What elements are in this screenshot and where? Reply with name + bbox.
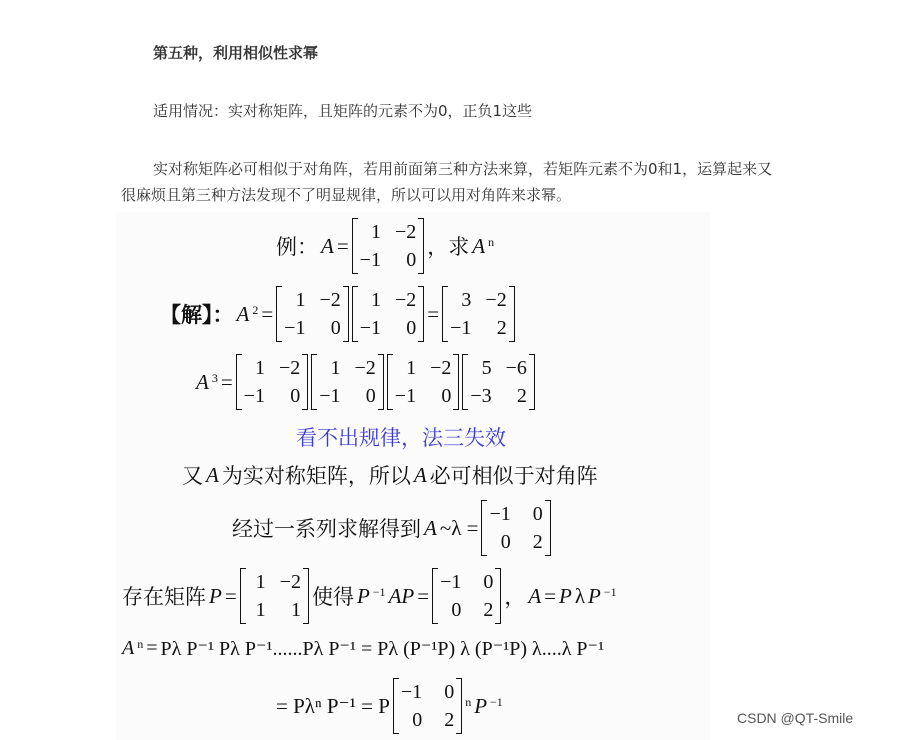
math-derivation-image — [116, 212, 710, 740]
solution-a2-line: 【解】： A $^2$ = 1 −2 −1 0 1 −2 −1 0 = 3 −2 −1 2 — [160, 286, 518, 342]
example-line: 例： A = 1 −2 −1 0 ，求 A $^n$ — [276, 218, 497, 274]
csdn-watermark: CSDN @QT-Smile — [737, 710, 854, 726]
solution-label: 【解】： — [160, 303, 234, 327]
example-label: 例： — [276, 235, 318, 259]
matrix-A2: 3 −2 −1 2 — [442, 286, 515, 342]
matrix-A-factor: 1 −2 −1 0 — [387, 354, 460, 410]
matrix-A-factor: 1 −2 −1 0 — [352, 286, 425, 342]
matrix-A3: 5 −6 −3 2 — [462, 354, 535, 410]
matrix-A: 1 −2 −1 0 — [352, 218, 425, 274]
matrix-A-factor: 1 −2 −1 0 — [311, 354, 384, 410]
symmetric-line: 又 A 为实对称矩阵，所以 A 必可相似于对角阵 — [182, 462, 598, 488]
power-expansion-line: A $^n$ = Pλ P⁻¹ Pλ P⁻¹......Pλ P⁻¹ = Pλ (P⁻¹P) λ (P⁻¹P) λ....λ P⁻¹ — [122, 637, 605, 660]
matrix-A-factor: 1 −2 −1 0 — [236, 354, 309, 410]
a3-line: A $^3$ = 1 −2 −1 0 1 −2 −1 0 1 −2 −1 0 5 −6 −3 2 — [196, 354, 538, 410]
qiu-label: ，求 — [427, 235, 470, 259]
matrix-lambda: −1 0 0 2 — [481, 500, 550, 556]
no-pattern-note: 看不出规律，法三失效 — [296, 426, 506, 450]
matrix-lambda: −1 0 0 2 — [432, 568, 501, 624]
final-result-line: = Pλⁿ P⁻¹ = P −1 0 0 2 $^n$ P $^{-1}$ — [276, 678, 506, 734]
usage-paragraph: 适用情况：实对称矩阵，且矩阵的元素不为0，正负1这些 — [153, 102, 533, 120]
matrix-P: 1 −2 1 1 — [240, 568, 309, 624]
matrix-lambda: −1 0 0 2 — [393, 678, 462, 734]
diagonal-line: 经过一系列求解得到 A ~λ = −1 0 0 2 — [232, 500, 554, 556]
section-heading: 第五种，利用相似性求幂 — [153, 44, 319, 62]
exists-P-line: 存在矩阵 P = 1 −2 1 1 使得 P $^{-1}$ AP = −1 0 0 2 ， A = P λ P $^{-1}$ — [122, 568, 620, 624]
matrix-A-factor: 1 −2 −1 0 — [276, 286, 349, 342]
explanation-paragraph: 实对称矩阵必可相似于对角阵，若用前面第三种方法来算，若矩阵元素不为0和1，运算起来又很麻烦且第三种方法发现不了明显规律，所以可以用对角阵来求幂。 — [121, 160, 773, 204]
